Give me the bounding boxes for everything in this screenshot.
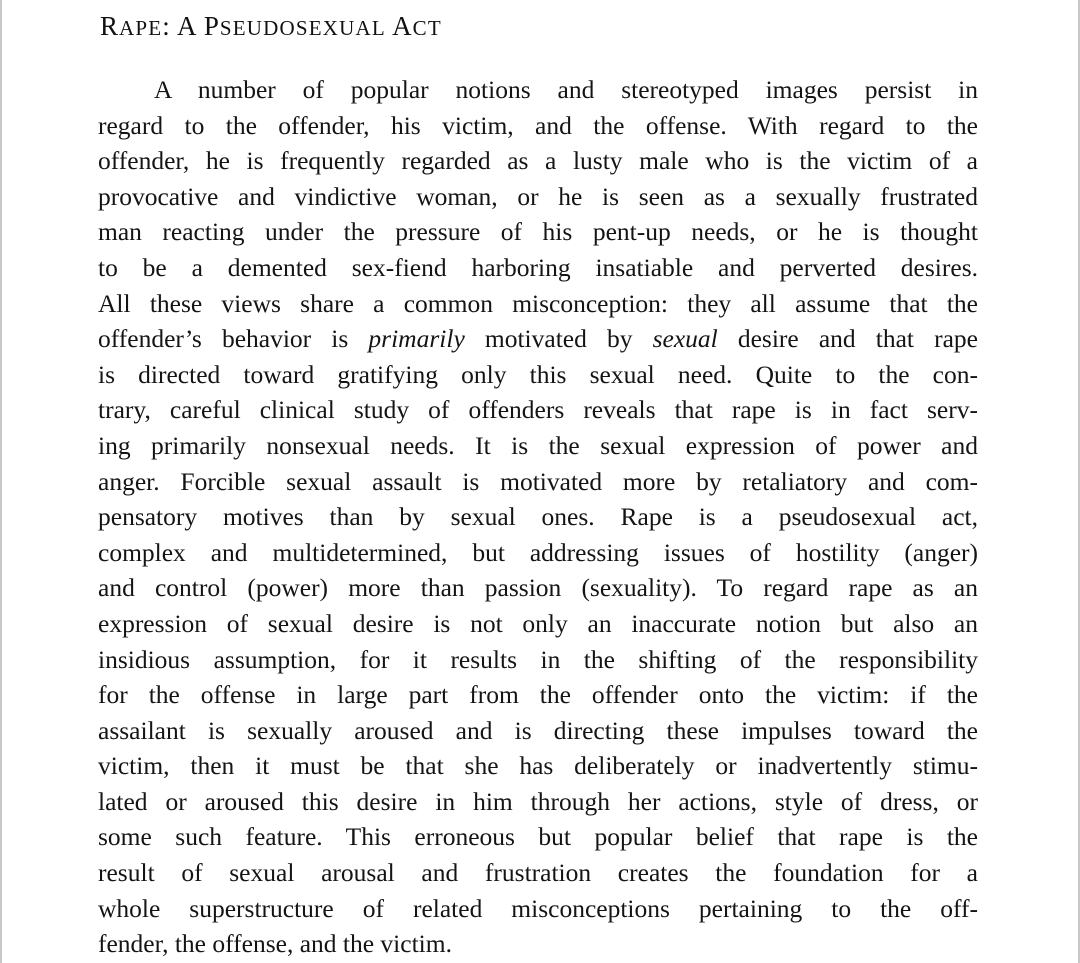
paragraph-line: fender, the offense, and the victim. xyxy=(98,929,452,959)
paragraph-line: complex and multidetermined, but addressing issues of hostility (anger) xyxy=(98,537,978,567)
paragraph-line: to be a demented sex-fiend harboring insatiable and perverted desires. xyxy=(98,252,978,282)
line-segment: desire and that rape xyxy=(717,324,978,354)
paragraph-line: ing primarily nonsexual needs. It is the sexual expression of power and xyxy=(98,430,978,460)
paragraph-line: assailant is sexually aroused and is directing these impulses toward the xyxy=(98,715,978,745)
heading-smallcaps-ct: CT xyxy=(412,16,442,40)
paragraph-line: All these views share a common misconception: they all assume that the xyxy=(98,288,978,318)
paragraph-line: A number of popular notions and stereotyped images persist in xyxy=(154,75,978,104)
paragraph-line: victim, then it must be that she has deliberately or inadvertently stimu- xyxy=(98,751,978,781)
paragraph-line: offender, he is frequently regarded as a lusty male who is the victim of a xyxy=(98,146,978,176)
emphasis-sexual: sexual xyxy=(652,324,718,354)
paragraph-line: for the offense in large part from the offender onto the victim: if the xyxy=(98,680,978,710)
line-segment: motivated by xyxy=(464,324,653,354)
heading-smallcaps-seudosexual: SEUDOSEXUAL xyxy=(219,16,386,40)
heading-initial-r: R xyxy=(100,11,120,41)
heading-smallcaps-ape: APE xyxy=(119,16,163,40)
heading-a-p: : A P xyxy=(162,11,220,41)
heading-a: A xyxy=(385,11,413,41)
paragraph-line: provocative and vindictive woman, or he is seen as a sexually frustrated xyxy=(98,181,978,211)
body-paragraph xyxy=(98,72,978,962)
paragraph-line: whole superstructure of related misconceptions pertaining to the off- xyxy=(98,893,978,923)
paragraph-line: expression of sexual desire is not only an inaccurate notion but also an xyxy=(98,608,978,638)
paragraph-line: result of sexual arousal and frustration creates the foundation for a xyxy=(98,858,978,888)
paragraph-line: insidious assumption, for it results in the shifting of the responsibility xyxy=(98,644,978,674)
paragraph-line: regard to the offender, his victim, and the offense. With regard to the xyxy=(98,110,978,140)
paragraph-line: trary, careful clinical study of offenders reveals that rape is in fact serv- xyxy=(98,395,978,425)
paragraph-line: pensatory motives than by sexual ones. Rape is a pseudosexual act, xyxy=(98,502,978,532)
paragraph-line: some such feature. This erroneous but popular belief that rape is the xyxy=(98,822,978,852)
emphasis-primarily: primarily xyxy=(368,324,465,354)
line-segment: offender’s behavior is xyxy=(98,324,369,354)
section-heading xyxy=(100,8,442,46)
paragraph-line: lated or aroused this desire in him through her actions, style of dress, or xyxy=(98,786,978,816)
paragraph-line: anger. Forcible sexual assault is motivated more by retaliatory and com- xyxy=(98,466,978,496)
paragraph-line: is directed toward gratifying only this sexual need. Quite to the con- xyxy=(98,359,978,389)
paragraph-line: and control (power) more than passion (sexuality). To regard rape as an xyxy=(98,573,978,603)
paragraph-line: man reacting under the pressure of his pent-up needs, or he is thought xyxy=(98,217,978,247)
paragraph-line-with-emphasis xyxy=(98,321,978,357)
